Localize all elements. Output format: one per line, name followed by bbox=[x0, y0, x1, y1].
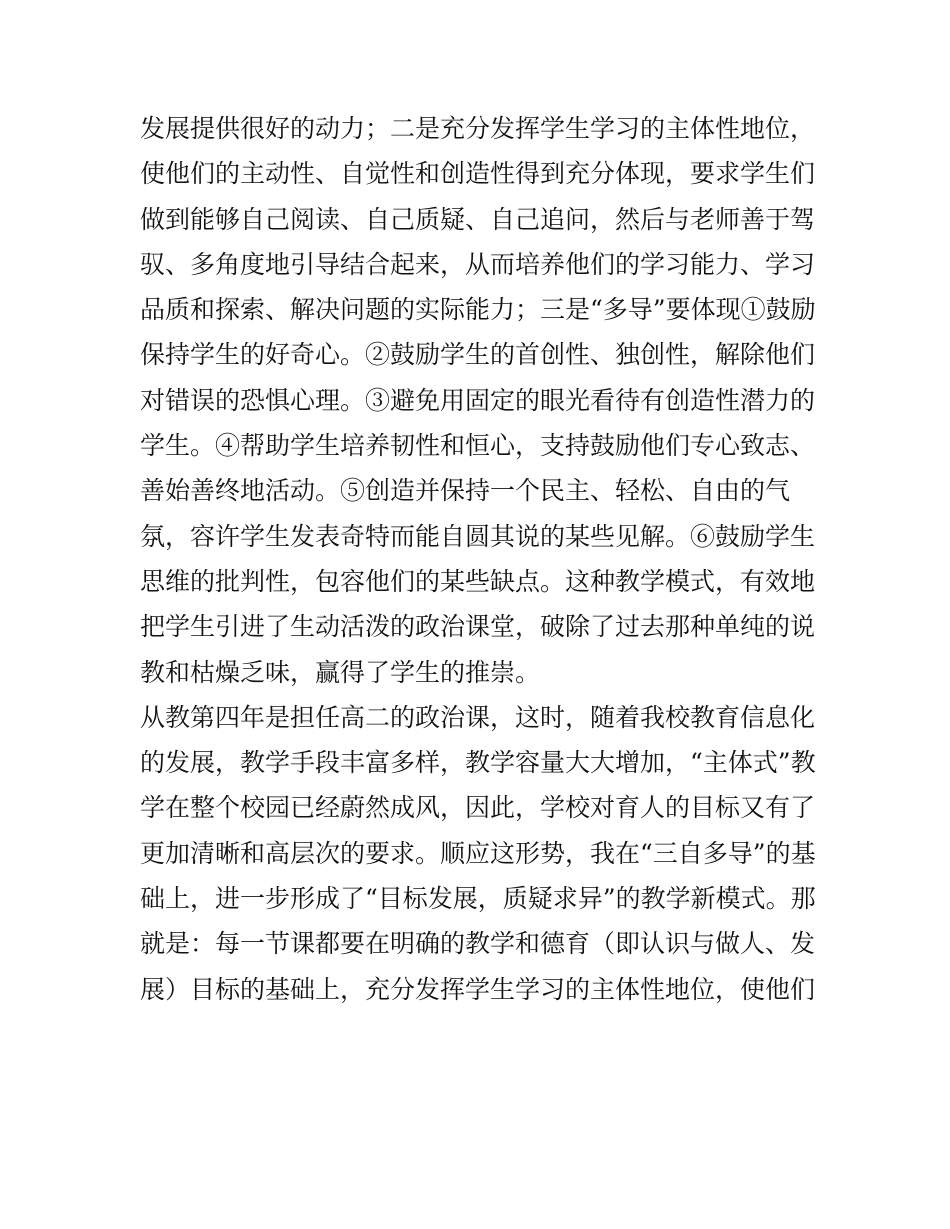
text-line: 发展提供很好的动力；二是充分发挥学生学习的主体性地位， bbox=[140, 114, 816, 143]
text-line: 驭、多角度地引导结合起来，从而培养他们的学习能力、学习 bbox=[140, 249, 816, 279]
text-line: 的发展，教学手段丰富多样，教学容量大大增加，“主体式”教 bbox=[140, 748, 816, 778]
text-line: 学生。④帮助学生培养韧性和恒心，支持鼓励他们专心致志、 bbox=[140, 431, 816, 461]
text-line: 把学生引进了生动活泼的政治课堂，破除了过去那种单纯的说 bbox=[140, 612, 816, 642]
text-line: 善始善终地活动。⑤创造并保持一个民主、轻松、自由的气 bbox=[140, 476, 791, 506]
text-line: 更加清晰和高层次的要求。顺应这形势，我在“三自多导”的基 bbox=[140, 838, 816, 868]
text-line: 氛，容许学生发表奇特而能自圆其说的某些见解。⑥鼓励学生 bbox=[140, 521, 816, 551]
text-line: 做到能够自己阅读、自己质疑、自己追问，然后与老师善于驾 bbox=[140, 204, 816, 234]
text-line: 展）目标的基础上，充分发挥学生学习的主体性地位，使他们 bbox=[140, 974, 816, 1004]
text-line: 教和枯燥乏味，赢得了学生的推崇。 bbox=[140, 657, 541, 687]
text-line: 从教第四年是担任高二的政治课，这时，随着我校教育信息化 bbox=[140, 702, 816, 732]
text-line: 学在整个校园已经蔚然成风，因此，学校对育人的目标又有了 bbox=[140, 793, 816, 823]
text-line: 础上，进一步形成了“目标发展，质疑求异”的教学新模式。那 bbox=[140, 884, 816, 914]
body-text bbox=[140, 106, 820, 1012]
text-line: 对错误的恐惧心理。③避免用固定的眼光看待有创造性潜力的 bbox=[140, 385, 816, 415]
text-line: 品质和探索、解决问题的实际能力；三是“多导”要体现①鼓励 bbox=[140, 295, 816, 325]
text-line: 思维的批判性，包容他们的某些缺点。这种教学模式，有效地 bbox=[140, 566, 816, 596]
text-line: 使他们的主动性、自觉性和创造性得到充分体现，要求学生们 bbox=[140, 159, 816, 189]
text-line: 就是：每一节课都要在明确的教学和德育（即认识与做人、发 bbox=[140, 929, 816, 959]
text-line: 保持学生的好奇心。②鼓励学生的首创性、独创性，解除他们 bbox=[140, 340, 816, 370]
